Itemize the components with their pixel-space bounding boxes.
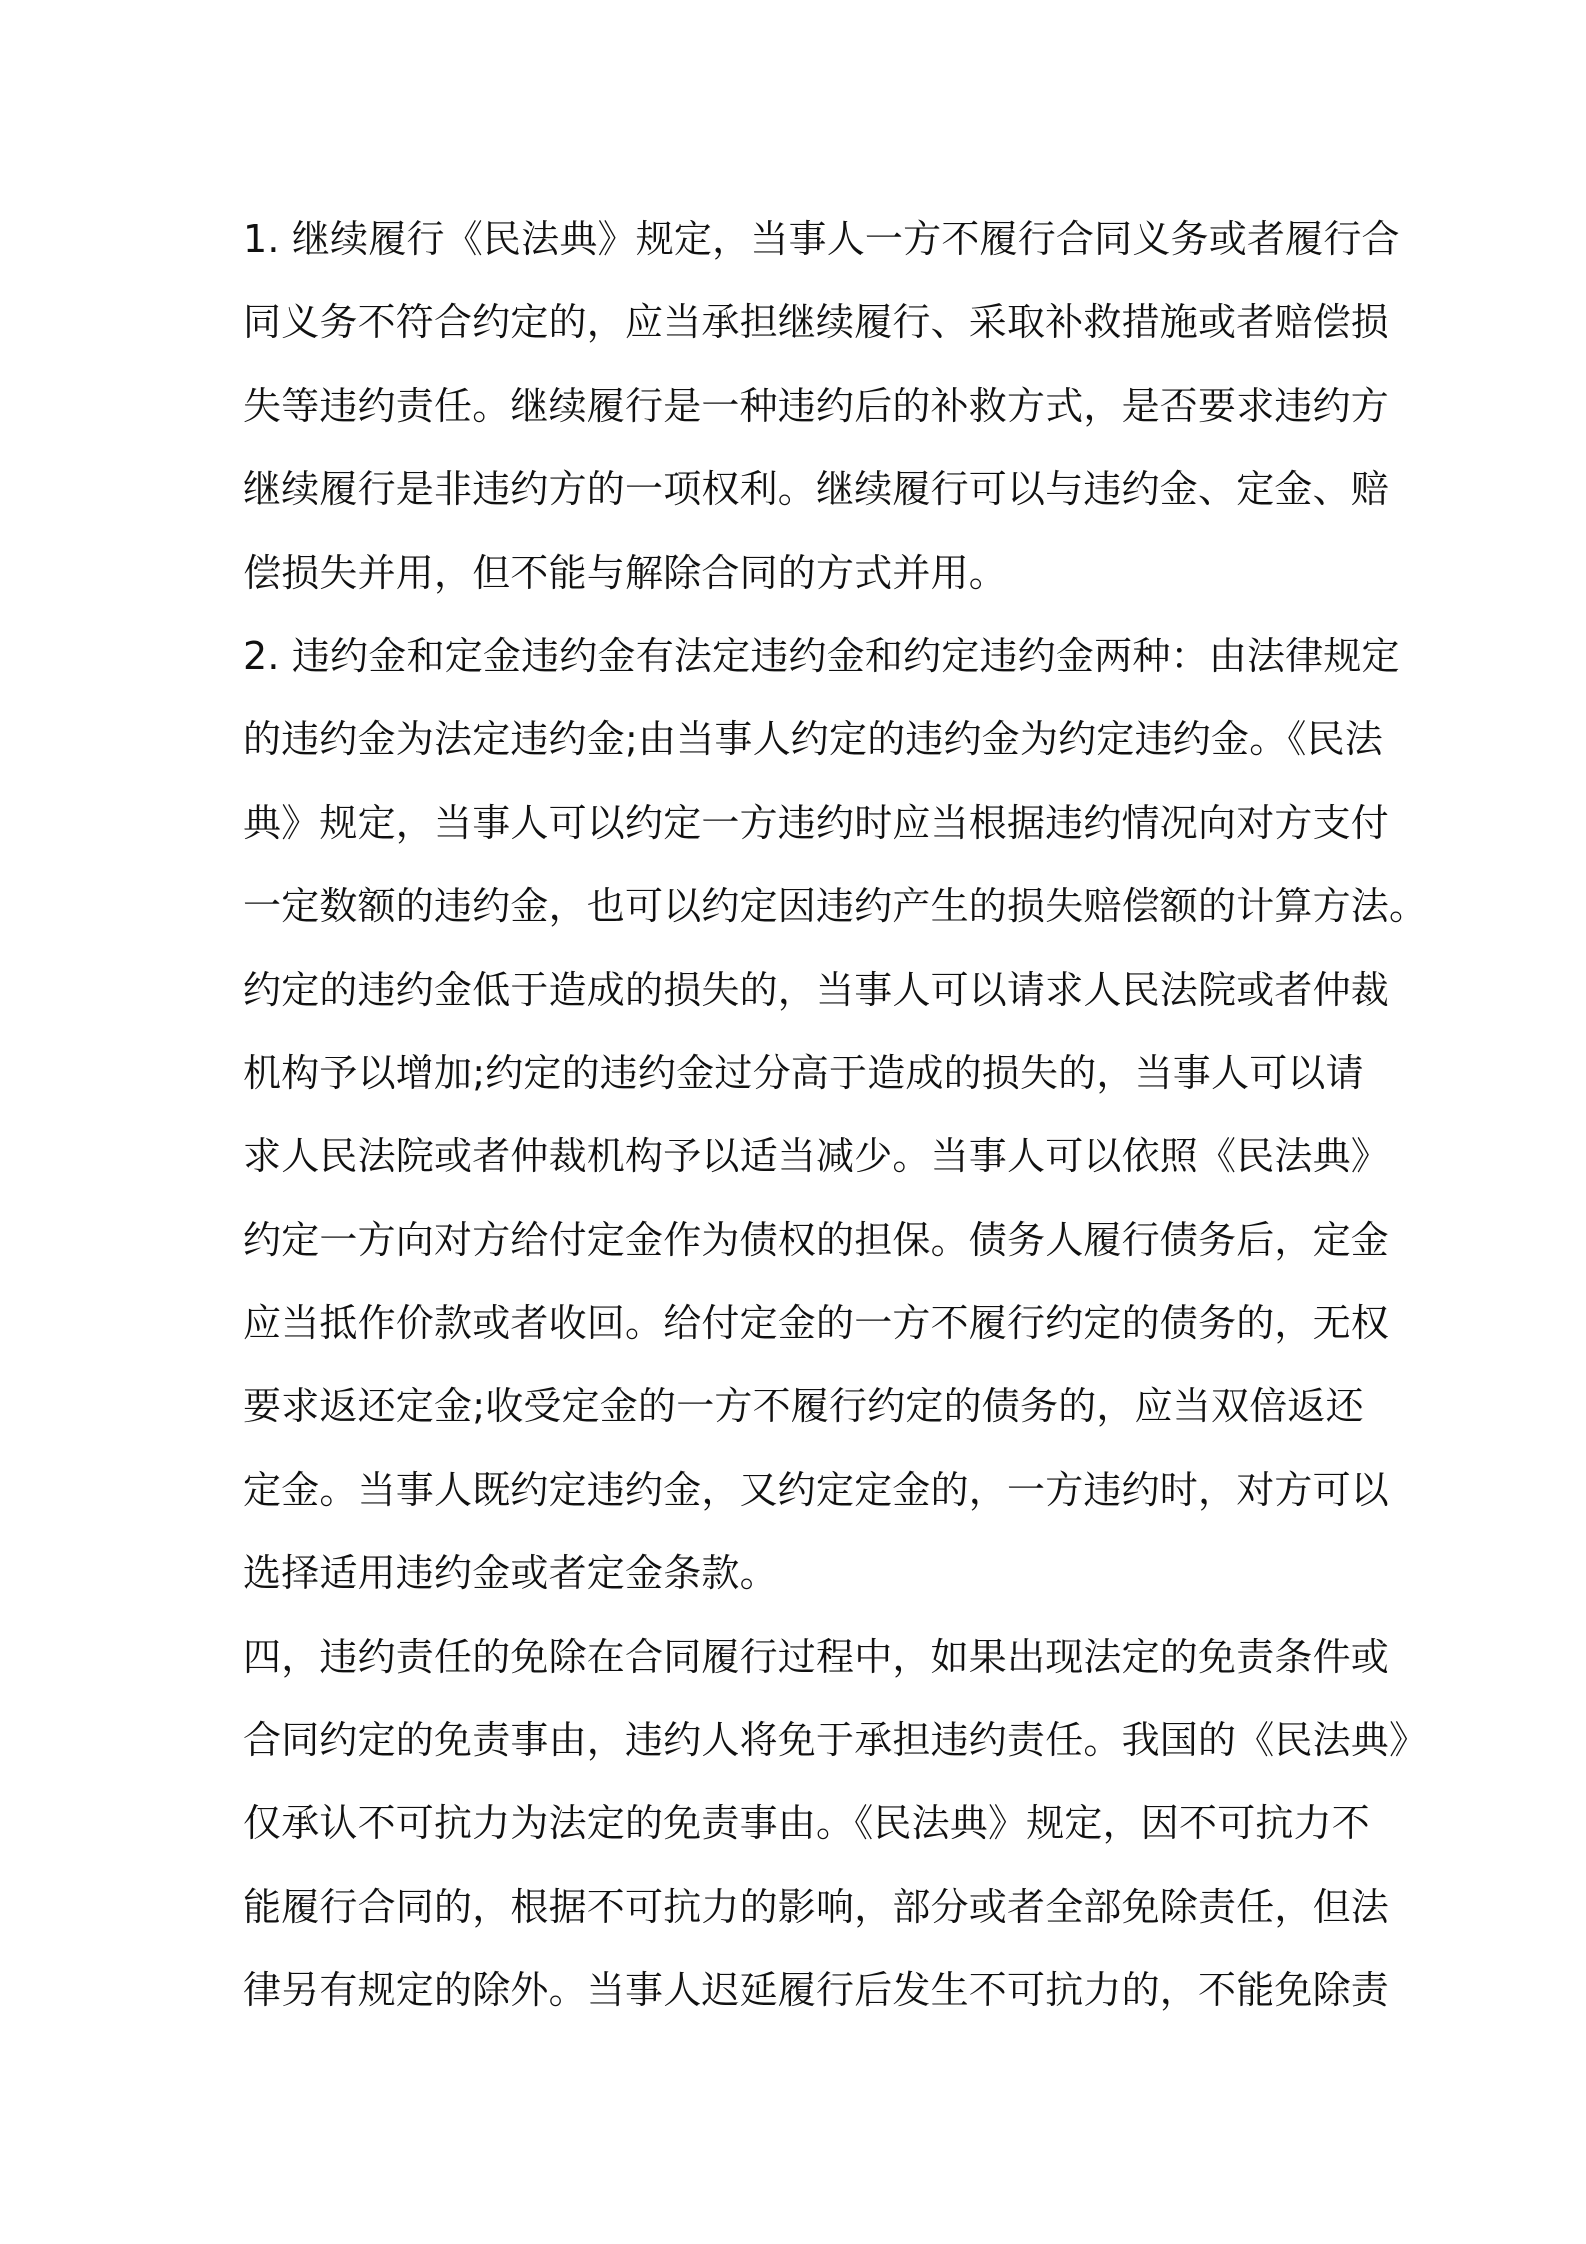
text-line: 要求返还定金;收受定金的一方不履行约定的债务的，应当双倍返还 xyxy=(243,1384,1364,1429)
text-line: 典》规定，当事人可以约定一方违约时应当根据违约情况向对方支付 xyxy=(243,800,1390,845)
text-line: 合同约定的免责事由，违约人将免于承担违约责任。我国的《民法典》 xyxy=(243,1718,1428,1763)
text-line: 律另有规定的除外。当事人迟延履行后发生不可抗力的，不能免除责 xyxy=(243,1968,1390,2013)
text-line: 应当抵作价款或者收回。给付定金的一方不履行约定的债务的，无权 xyxy=(243,1301,1390,1346)
text-line: 2. 违约金和定金违约金有法定违约金和约定违约金两种：由法律规定 xyxy=(243,633,1400,678)
text-line: 四，违约责任的免除在合同履行过程中，如果出现法定的免责条件或 xyxy=(243,1634,1390,1679)
text-line: 仅承认不可抗力为法定的免责事由。《民法典》规定，因不可抗力不 xyxy=(243,1801,1371,1846)
text-line: 约定一方向对方给付定金作为债权的担保。债务人履行债务后，定金 xyxy=(243,1217,1390,1262)
text-line: 的违约金为法定违约金;由当事人约定的违约金为约定违约金。《民法 xyxy=(243,717,1384,762)
text-line: 继续履行是非违约方的一项权利。继续履行可以与违约金、定金、赔 xyxy=(243,467,1390,512)
text-line: 机构予以增加;约定的违约金过分高于造成的损失的，当事人可以请 xyxy=(243,1050,1364,1095)
text-line: 同义务不符合约定的，应当承担继续履行、采取补救措施或者赔偿损 xyxy=(243,300,1390,345)
document-body xyxy=(243,198,1428,2033)
text-line: 1. 继续履行《民法典》规定，当事人一方不履行合同义务或者履行合 xyxy=(243,217,1400,261)
text-line: 选择适用违约金或者定金条款。 xyxy=(243,1551,778,1596)
text-line: 偿损失并用，但不能与解除合同的方式并用。 xyxy=(243,550,1008,595)
text-line: 求人民法院或者仲裁机构予以适当减少。当事人可以依照《民法典》 xyxy=(243,1134,1390,1179)
text-line: 能履行合同的，根据不可抗力的影响，部分或者全部免除责任，但法 xyxy=(243,1884,1390,1929)
text-line: 一定数额的违约金，也可以约定因违约产生的损失赔偿额的计算方法。 xyxy=(243,884,1428,929)
text-line: 定金。当事人既约定违约金，又约定定金的，一方违约时，对方可以 xyxy=(243,1467,1390,1512)
text-line: 约定的违约金低于造成的损失的，当事人可以请求人民法院或者仲裁 xyxy=(243,967,1390,1012)
text-line: 失等违约责任。继续履行是一种违约后的补救方式，是否要求违约方 xyxy=(243,383,1390,428)
